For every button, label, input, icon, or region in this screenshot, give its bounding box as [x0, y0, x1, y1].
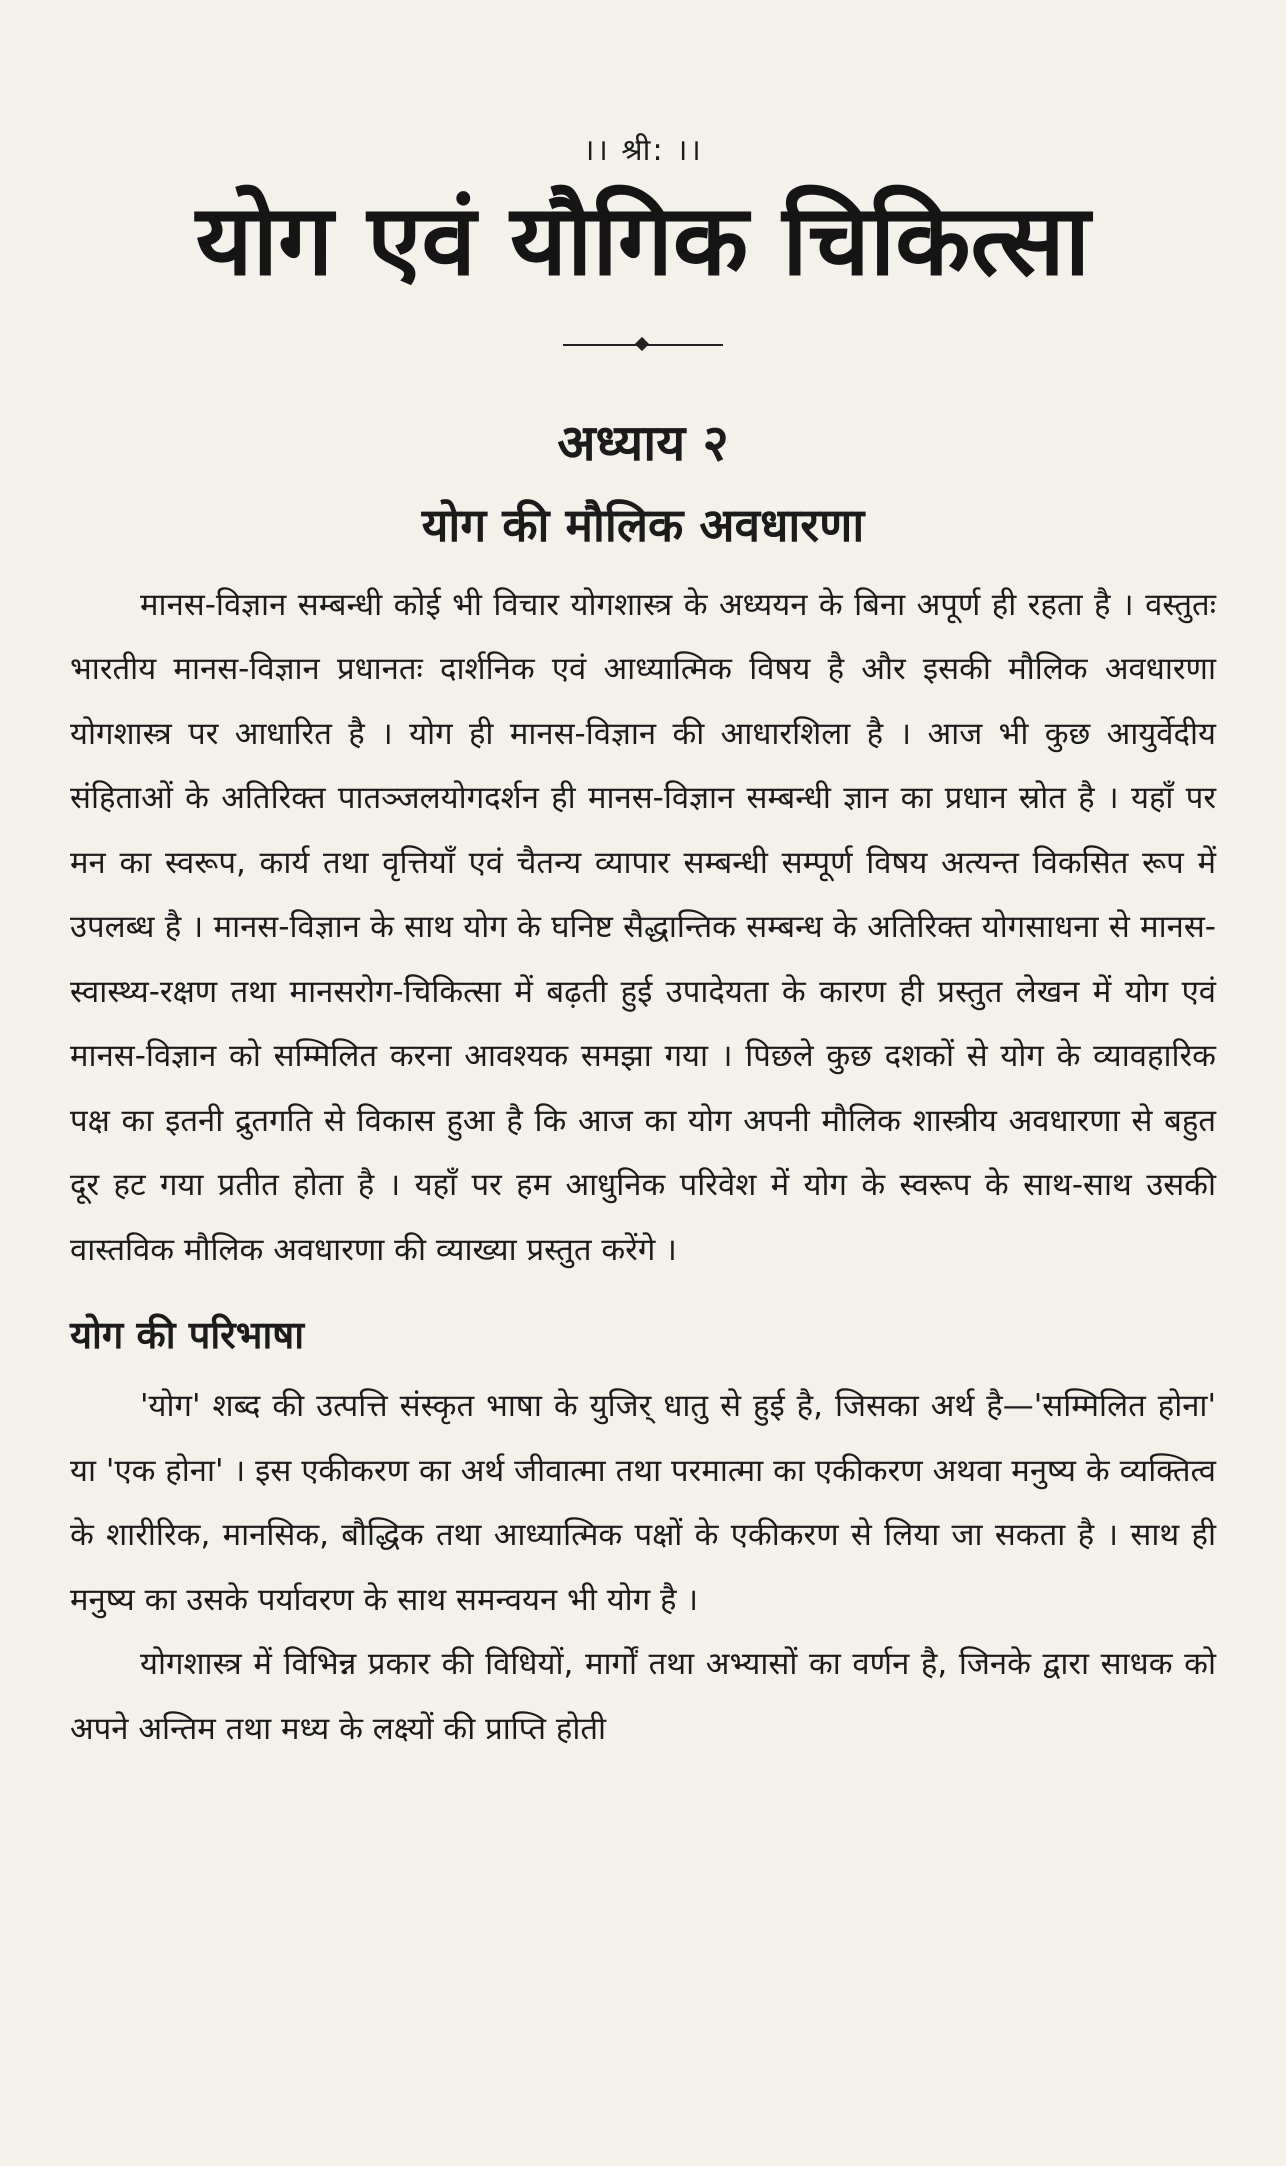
chapter-title: योग की मौलिक अवधारणा	[421, 497, 865, 552]
book-title: योग एवं यौगिक चिकित्सा	[195, 184, 1091, 298]
chapter-number: अध्याय २	[557, 413, 729, 472]
section-heading: योग की परिभाषा	[70, 1313, 305, 1358]
title-ornament	[563, 335, 723, 355]
paragraph-intro: मानस-विज्ञान सम्बन्धी कोई भी विचार योगशास्त्र के अध्ययन के बिना अपूर्ण ही रहता है । वस्तुतः भारतीय मानस-विज्ञान प्रधानतः दार्शनिक एवं आध्यात्मिक विषय है और इसकी मौलिक अवधारणा योगशास्त्र पर आधारित है । योग ही मानस-विज्ञान की आधारशिला है । आज भी कुछ आयुर्वेदीय संहिताओं के अतिरिक्त पातञ्जलयोगदर्शन ही मानस-विज्ञान सम्बन्धी ज्ञान का प्रधान स्रोत है । यहाँ पर मन का स्वरूप, कार्य तथा वृत्तियाँ एवं चैतन्य व्यापार सम्बन्धी सम्पूर्ण विषय अत्यन्त विकसित रूप में उपलब्ध है । मानस-विज्ञान के साथ योग के घनिष्ट सैद्धान्तिक सम्बन्ध के अतिरिक्त योगसाधना से मानस-स्वास्थ्य-रक्षण तथा मानसरोग-चिकित्सा में बढ़ती हुई उपादेयता के कारण ही प्रस्तुत लेखन में योग एवं मानस-विज्ञान को सम्मिलित करना आवश्यक समझा गया । पिछले कुछ दशकों से योग के व्यावहारिक पक्ष का इतनी द्रुतगति से विकास हुआ है कि आज का योग अपनी मौलिक शास्त्रीय अवधारणा से बहुत दूर हट गया प्रतीत होता है । यहाँ पर हम आधुनिक परिवेश में योग के स्वरूप के साथ-साथ उसकी वास्तविक मौलिक अवधारणा की व्याख्या प्रस्तुत करेंगे ।	[70, 586, 1216, 1268]
invocation: ।। श्री: ।।	[583, 133, 703, 168]
paragraph-definition: 'योग' शब्द की उत्पत्ति संस्कृत भाषा के युजिर् धातु से हुई है, जिसका अर्थ है—'सम्मिलित होना' या 'एक होना' । इस एकीकरण का अर्थ जीवात्मा तथा परमात्मा का एकीकरण अथवा मनुष्य के व्यक्तित्व के शारीरिक, मानसिक, बौद्धिक तथा आध्यात्मिक पक्षों के एकीकरण से लिया जा सकता है । साथ ही मनुष्य का उसके पर्यावरण के साथ समन्वयन भी योग है ।	[70, 1388, 1216, 1618]
ornament-diamond-icon	[635, 337, 649, 351]
paragraph-methods: योगशास्त्र में विभिन्न प्रकार की विधियों, मार्गों तथा अभ्यासों का वर्णन है, जिनके द्वारा साधक को अपने अन्तिम तथा मध्य के लक्ष्यों की प्राप्ति होती	[70, 1646, 1216, 1747]
